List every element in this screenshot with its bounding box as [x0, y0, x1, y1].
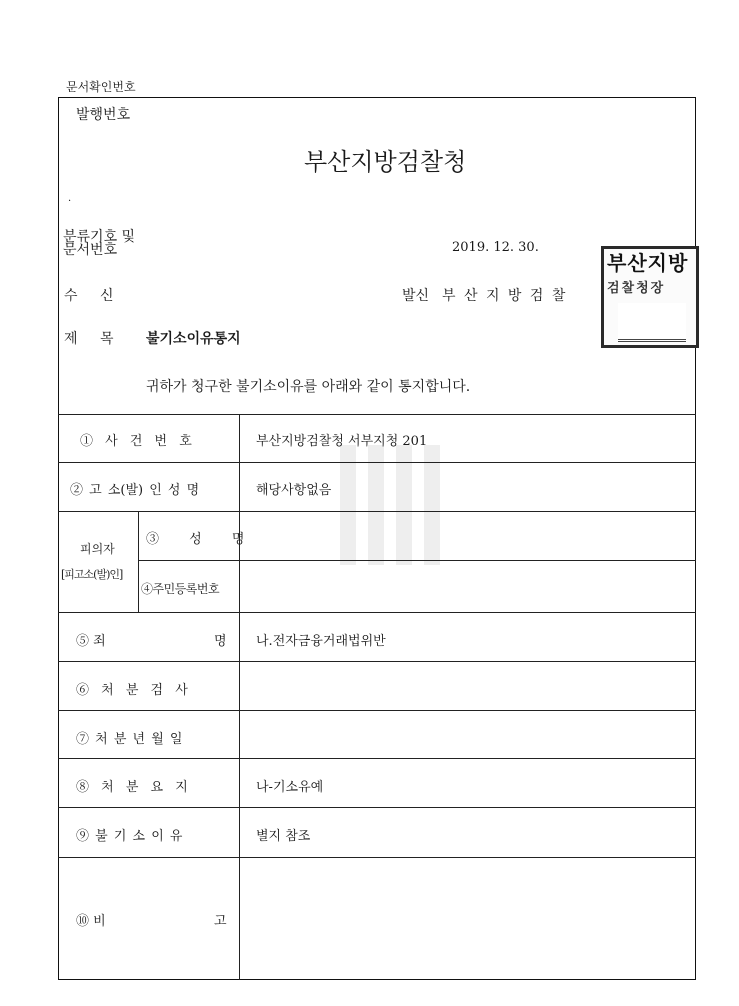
- suspect-name-label: ③ 성 명: [146, 532, 245, 547]
- subject-label: 제 목: [64, 331, 114, 347]
- row-divider: [58, 857, 696, 858]
- prosecutor-label: ⑥ 처 분 검 사: [76, 683, 188, 698]
- seal-top-text: 부산지방: [607, 251, 689, 275]
- case-number-label: ① 사 건 번 호: [80, 434, 192, 449]
- row-divider: [58, 807, 696, 808]
- classification-label: [63, 231, 135, 257]
- remarks-label-right: 고: [214, 914, 227, 929]
- row-divider: [58, 710, 696, 711]
- row-divider: [58, 661, 696, 662]
- document-date: 2019. 12. 30.: [452, 240, 539, 255]
- row-divider: [58, 612, 696, 613]
- issue-number-label: 발행번호: [76, 107, 131, 123]
- recipient-label: 수 신: [64, 288, 114, 304]
- classification-label-line2: 문서번호: [63, 242, 118, 258]
- crime-label-right: 명: [214, 634, 227, 649]
- subject-value: 불기소이유통지: [146, 331, 241, 347]
- complainant-label: ② 고 소(발) 인 성 명: [70, 483, 200, 498]
- case-number-value: 부산지방검찰청 서부지청 201: [256, 434, 428, 449]
- remarks-label-left: ⑩ 비: [76, 914, 106, 929]
- column-divider: [239, 414, 240, 980]
- dot-mark: ·: [68, 196, 72, 207]
- sender-value: 부 산 지 방 검 찰: [442, 288, 566, 304]
- official-seal: [601, 246, 699, 348]
- doc-check-number-label: 문서확인번호: [66, 80, 136, 94]
- seal-mid-text: 검찰청장: [607, 281, 666, 296]
- row-divider: [58, 414, 696, 415]
- sender-label: 발신: [402, 288, 430, 304]
- row-divider: [138, 560, 696, 561]
- agency-title: 부산지방검찰청: [304, 148, 467, 176]
- row-divider: [58, 758, 696, 759]
- row-divider: [58, 511, 696, 512]
- disposition-gist-label: ⑧ 처 분 요 지: [76, 780, 188, 795]
- column-divider: [138, 511, 139, 612]
- crime-label-left: ⑤ 죄: [76, 634, 106, 649]
- suspect-rrn-label: ④주민등록번호: [141, 582, 220, 596]
- disposition-gist-value: 나-기소유예: [256, 780, 324, 795]
- intro-text: 귀하가 청구한 불기소이유를 아래와 같이 통지합니다.: [146, 379, 471, 395]
- non-prosecution-reason-label: ⑨ 불 기 소 이 유: [76, 829, 183, 844]
- suspect-group-sublabel: [피고소(발)인]: [61, 568, 123, 581]
- seal-redaction-box: [618, 303, 686, 342]
- disposition-date-label: ⑦ 처 분 년 월 일: [76, 732, 183, 747]
- row-divider: [58, 462, 696, 463]
- crime-value: 나.전자금융거래법위반: [256, 634, 386, 649]
- complainant-value: 해당사항없음: [256, 483, 332, 498]
- non-prosecution-reason-value: 별지 참조: [256, 829, 311, 844]
- classification-label-line1: 분류기호 및: [63, 229, 136, 245]
- suspect-group-label: 피의자: [80, 542, 115, 556]
